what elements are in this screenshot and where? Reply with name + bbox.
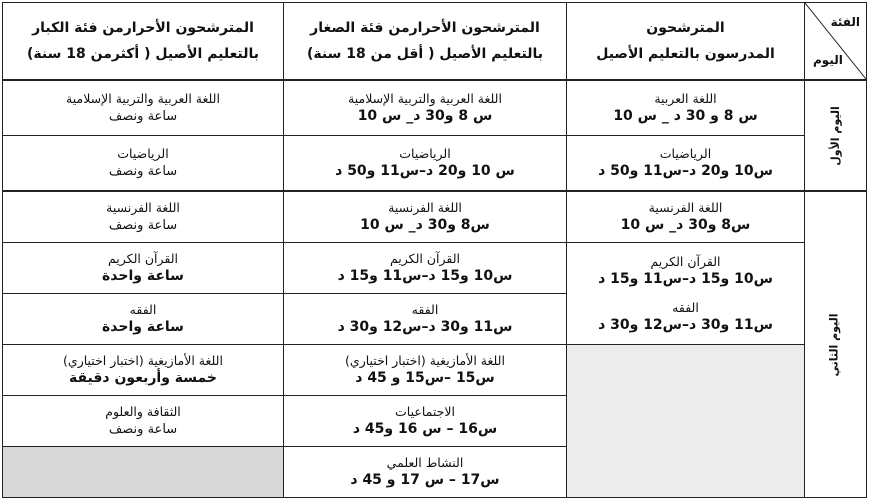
col-teachers: المترشحون المدرسون بالتعليم الأصيل	[567, 3, 805, 81]
cell: اللغة العربية والتربية الإسلامية س 8 و30 د_ س 10	[284, 80, 567, 136]
cell: اللغة العربية س 8 و 30 د _ س 10	[567, 80, 805, 136]
table-row	[3, 191, 867, 243]
cell: اللغة الفرنسية ساعة ونصف	[3, 191, 284, 243]
table-row	[3, 243, 867, 294]
cell: اللغة الفرنسية س8 و30 د_ س 10	[284, 191, 567, 243]
table-row	[3, 345, 867, 396]
table-row	[3, 80, 867, 136]
col-free-young: المترشحون الأحرارمن فئة الصغار بالتعليم الأصيل ( أقل من 18 سنة)	[284, 3, 567, 81]
empty-cell	[567, 345, 805, 498]
cell: اللغة الأمازيغية (اختبار اختياري) س15 –س15 و 45 د	[284, 345, 567, 396]
cell: الاجتماعيات س16 – س 16 و45 د	[284, 396, 567, 447]
cell: الرياضيات س 10 و20 د–س11 و50 د	[284, 136, 567, 192]
cell: القرآن الكريم س10 و15 د–س11 و15 د	[284, 243, 567, 294]
cell: الفقه س11 و30 د–س12 و30 د	[284, 294, 567, 345]
cell: الرياضيات ساعة ونصف	[3, 136, 284, 192]
cell: اللغة العربية والتربية الإسلامية ساعة ونصف	[3, 80, 284, 136]
header-row	[3, 3, 867, 81]
cell: الفقه ساعة واحدة	[3, 294, 284, 345]
cell: الثقافة والعلوم ساعة ونصف	[3, 396, 284, 447]
empty-cell	[3, 447, 284, 498]
cell: الرياضيات س10 و20 د–س11 و50 د	[567, 136, 805, 192]
cell: اللغة الفرنسية س8 و30 د_ س 10	[567, 191, 805, 243]
col-free-adult: المترشحون الأحرارمن فئة الكبار بالتعليم الأصيل ( أكثرمن 18 سنة)	[3, 3, 284, 81]
cell: القرآن الكريم س10 و15 د–س11 و15 د الفقه س11 و30 د–س12 و30 د	[567, 243, 805, 345]
cell: القرآن الكريم ساعة واحدة	[3, 243, 284, 294]
day-label: اليوم	[813, 53, 843, 67]
table-row	[3, 136, 867, 192]
day1-cell: اليوم الأول	[805, 80, 867, 191]
corner-cell	[805, 3, 867, 81]
schedule-table	[2, 2, 867, 498]
cell: اللغة الأمازيغية (اختبار اختياري) خمسة وأربعون دقيقة	[3, 345, 284, 396]
day2-cell: اليوم الثاني	[805, 191, 867, 498]
cell: النشاط العلمي س17 – س 17 و 45 د	[284, 447, 567, 498]
category-label: الفئة	[830, 15, 860, 29]
